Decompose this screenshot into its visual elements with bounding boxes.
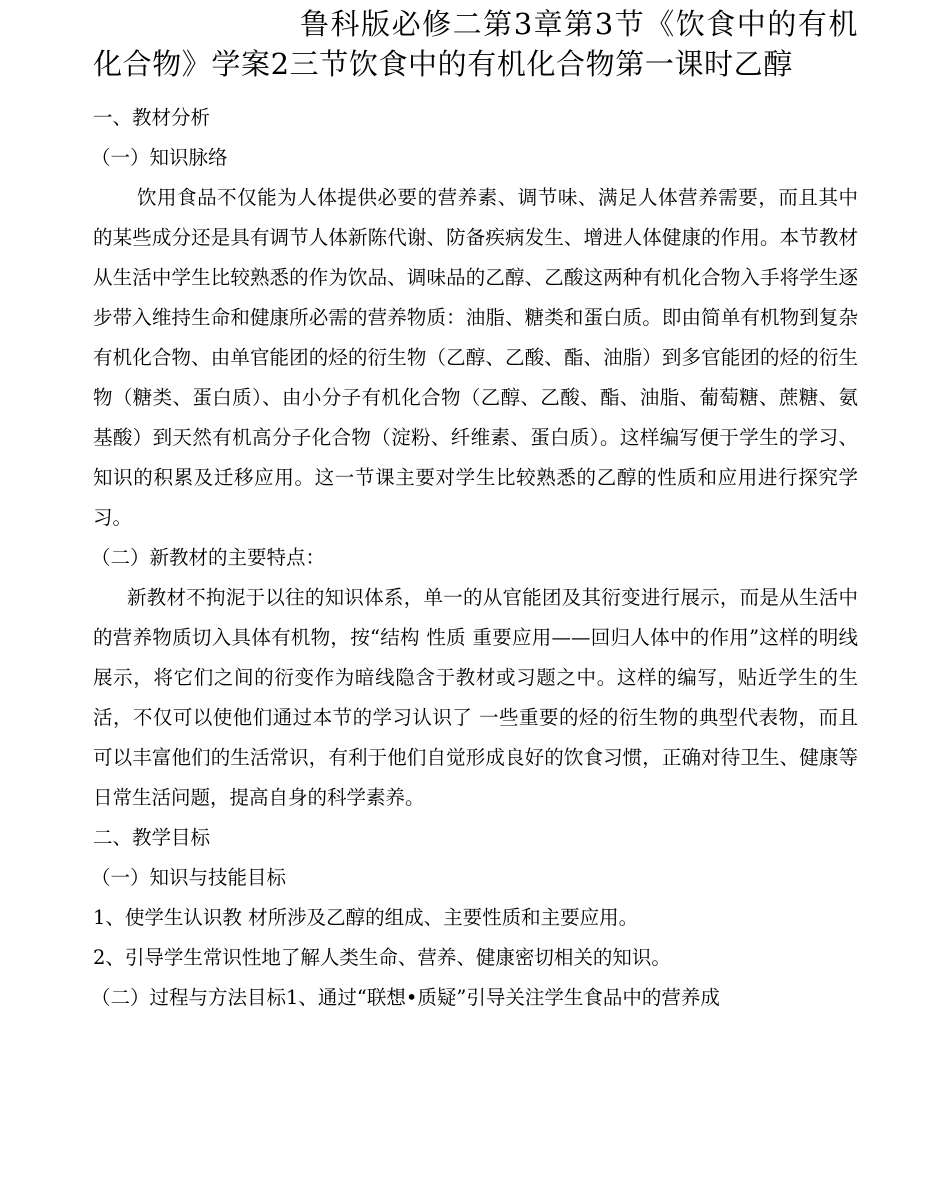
subheading-knowledge-context: （一）知识脉络: [91, 146, 228, 169]
section-heading-teaching-goals: 二、教学目标: [93, 826, 211, 849]
paragraph-new-textbook-features: 新教材不拘泥于以往的知识体系，单一的从官能团及其衍变进行展示，而是从生活中的营养物质切入具体有机物，按“结构 性质 重要应用——回归人体中的作用”这样的明线展示，将它们之间的衍变作为暗线隐含于教材或习题之中。这样的编写，贴近学生的生活，不仅可以使他们通过本节的学习认识了 一些重要的烃的衍生物的典型代表物，而且可以丰富他们的生活常识，有利于他们自觉形成良好的饮食习惯，正确对待卫生、健康等日常生活问题，提高自身的科学素养。: [93, 586, 858, 809]
subheading-process-method-goals: （二）过程与方法目标1、通过“联想•质疑”引导关注学生食品中的营养成: [91, 986, 720, 1009]
document-page: [93, 0, 858, 1018]
list-item-goal-1: 1、使学生认识教 材所涉及乙醇的组成、主要性质和主要应用。: [93, 906, 639, 929]
section-heading-textbook-analysis: 一、教材分析: [93, 106, 211, 129]
document-title: 鲁科版必修二第3章第3节《饮食中的有机化合物》学案2三节饮食中的有机化合物第一课时乙醇: [93, 7, 858, 81]
subheading-knowledge-skill-goals: （一）知识与技能目标: [91, 866, 287, 889]
subheading-new-textbook-features: （二）新教材的主要特点：: [91, 546, 326, 569]
document-body: [93, 98, 858, 1018]
paragraph-knowledge-context: 饮用食品不仅能为人体提供必要的营养素、调节味、满足人体营养需要，而且其中的某些成分还是具有调节人体新陈代谢、防备疾病发生、增进人体健康的作用。本节教材从生活中学生比较熟悉的作为饮品、调味品的乙醇、乙酸这两种有机化合物入手将学生逐步带入维持生命和健康所必需的营养物质：油脂、糖类和蛋白质。即由简单有机物到复杂有机化合物、由单官能团的烃的衍生物（乙醇、乙酸、酯、油脂）到多官能团的烃的衍生物（糖类、蛋白质）、由小分子有机化合物（乙醇、乙酸、酯、油脂、葡萄糖、蔗糖、氨基酸）到天然有机高分子化合物（淀粉、纤维素、蛋白质）。这样编写便于学生的学习、知识的积累及迁移应用。这一节课主要对学生比较熟悉的乙醇的性质和应用进行探究学习。: [93, 186, 858, 529]
list-item-goal-2: 2、引导学生常识性地了解人类生命、营养、健康密切相关的知识。: [93, 946, 671, 969]
